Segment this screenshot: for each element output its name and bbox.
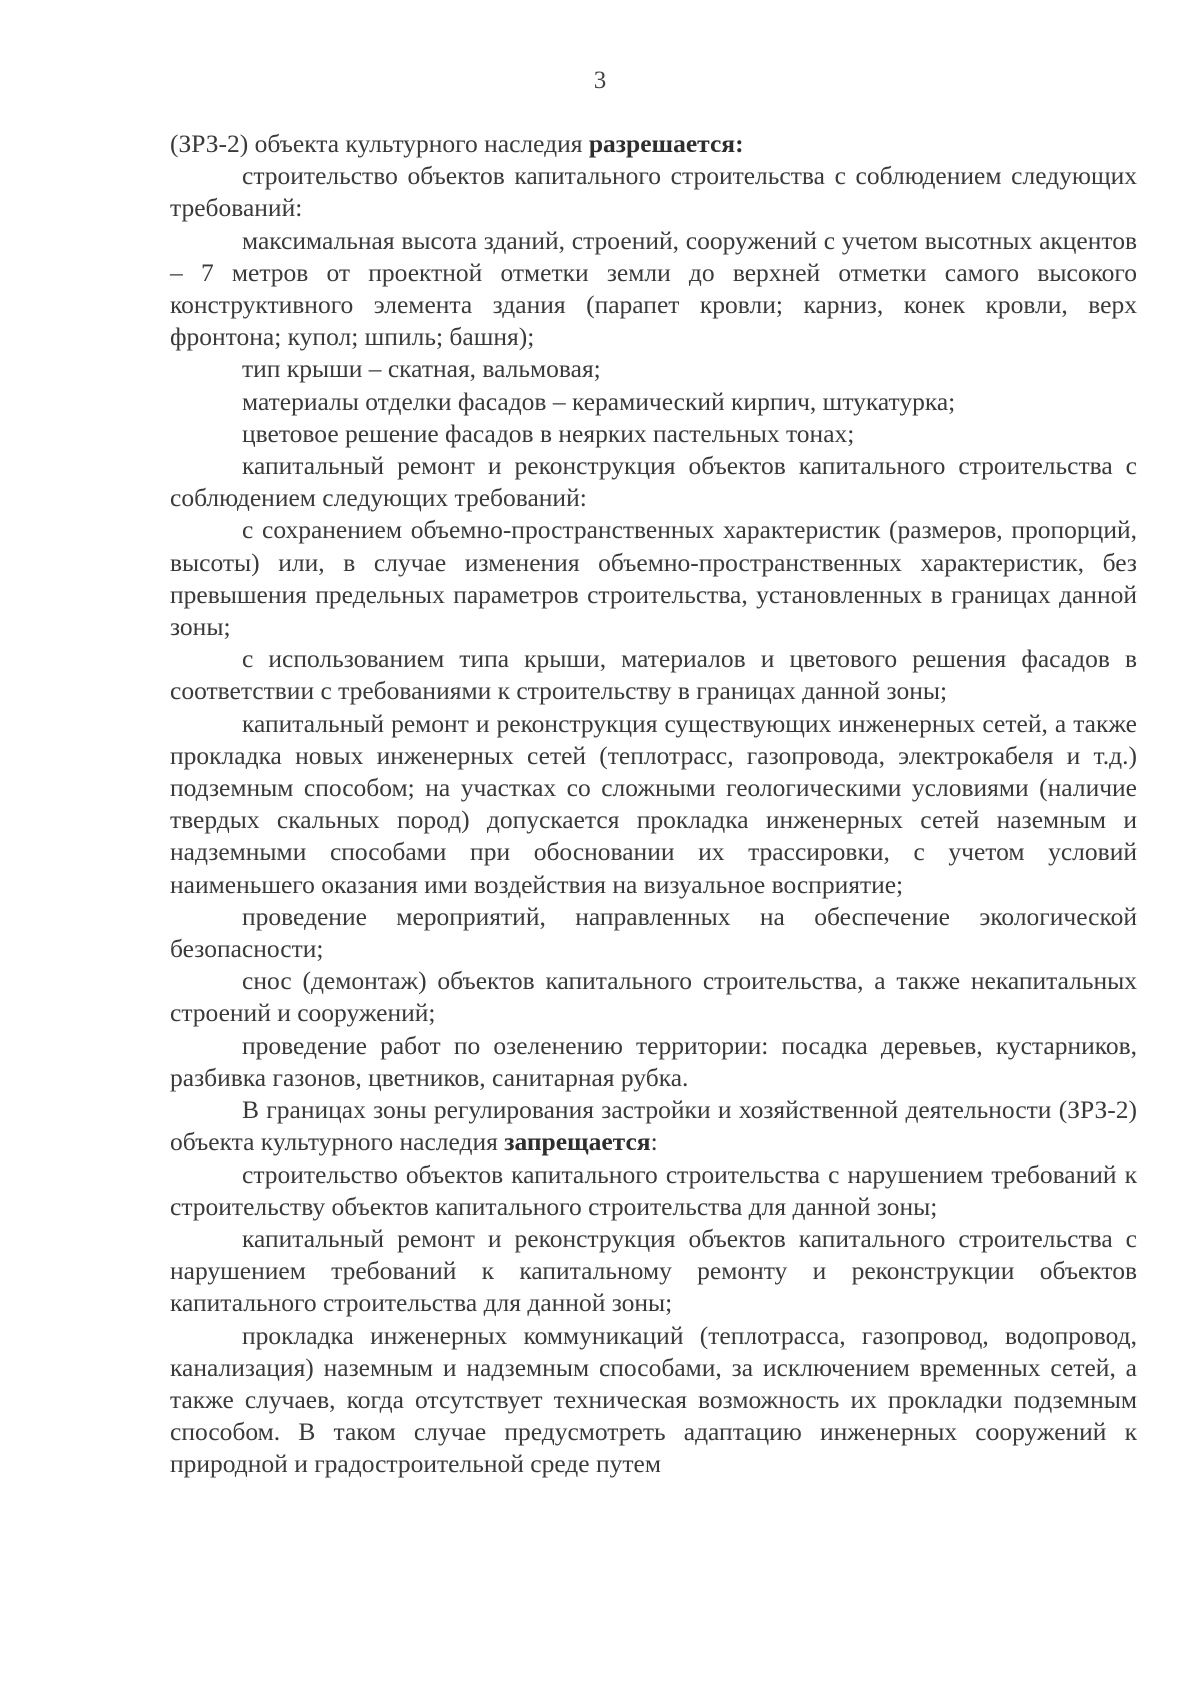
paragraph: капитальный ремонт и реконструкция объектов капитального строительства с нарушением требований к капитальному ремонту и реконструкции объектов капитального строительства для данной зоны; [170,1223,1137,1318]
paragraph: цветовое решение фасадов в неярких пастельных тонах; [242,418,855,448]
paragraph: с использованием типа крыши, материалов и цветового решения фасадов в соответствии с требованиями к строительству в границах данной зоны; [170,644,1137,706]
paragraph: тип крыши – скатная, вальмовая; [242,354,601,384]
paragraph: прокладка инженерных коммуникаций (теплотрасса, газопровод, водопровод, канализация) наземным и надземным способами, за исключением временных сетей, а также случаев, когда отсутствует техническая возможность их прокладки подземным способом. В таком случае предусмотреть адаптацию инженерных сооружений к природной и градостроительной среде путем [170,1320,1137,1479]
paragraph [170,1094,1137,1158]
paragraph-tail: : [650,1127,658,1157]
paragraph [170,128,1137,160]
paragraph: с сохранением объемно-пространственных характеристик (размеров, пропорций, высоты) или, в случае изменения объемно-пространственных характеристик, без превышения предельных параметров строительства, установленных в границах данной зоны; [170,515,1137,642]
paragraph: капитальный ремонт и реконструкция существующих инженерных сетей, а также прокладка новых инженерных сетей (теплотрасс, газопровода, электрокабеля и т.д.) подземным способом; на участках со сложными геологическими условиями (наличие твердых скальных пород) допускается прокладка инженерных сетей наземным и надземными способами при обосновании их трассировки, с учетом условий наименьшего оказания ими воздействия на визуальное восприятие; [170,708,1137,899]
paragraph: максимальная высота зданий, строений, сооружений с учетом высотных акцентов – 7 метров от проектной отметки земли до верхней отметки самого высокого конструктивного элемента здания (парапет кровли; карниз, конек кровли, верх фронтона; купол; шпиль; башня); [170,225,1137,352]
paragraph: капитальный ремонт и реконструкция объектов капитального строительства с соблюдением следующих требований: [170,451,1137,513]
paragraph: строительство объектов капитального строительства с соблюдением следующих требований: [170,161,1137,223]
paragraph: строительство объектов капитального строительства с нарушением требований к строительству объектов капитального строительства для данной зоны; [170,1159,1137,1221]
document-body [170,128,1137,1481]
paragraph-text: (ЗРЗ-2) объекта культурного наследия [170,129,589,158]
bold-keyword: разрешается: [588,129,744,158]
bold-keyword: запрещается [504,1127,651,1157]
paragraph: проведение мероприятий, направленных на обеспечение экологической безопасности; [170,901,1137,964]
paragraph-text: В границах зоны регулирования застройки и хозяйственной деятельности (ЗРЗ-2) объекта культурного наследия [170,1095,1137,1157]
paragraph: материалы отделки фасадов – керамический кирпич, штукатурка; [242,386,956,416]
paragraph: проведение работ по озеленению территории: посадка деревьев, кустарников, разбивка газонов, цветников, санитарная рубка. [170,1030,1137,1092]
paragraph: снос (демонтаж) объектов капитального строительства, а также некапитальных строений и сооружений; [170,966,1137,1028]
page-number: 3 [593,67,607,94]
